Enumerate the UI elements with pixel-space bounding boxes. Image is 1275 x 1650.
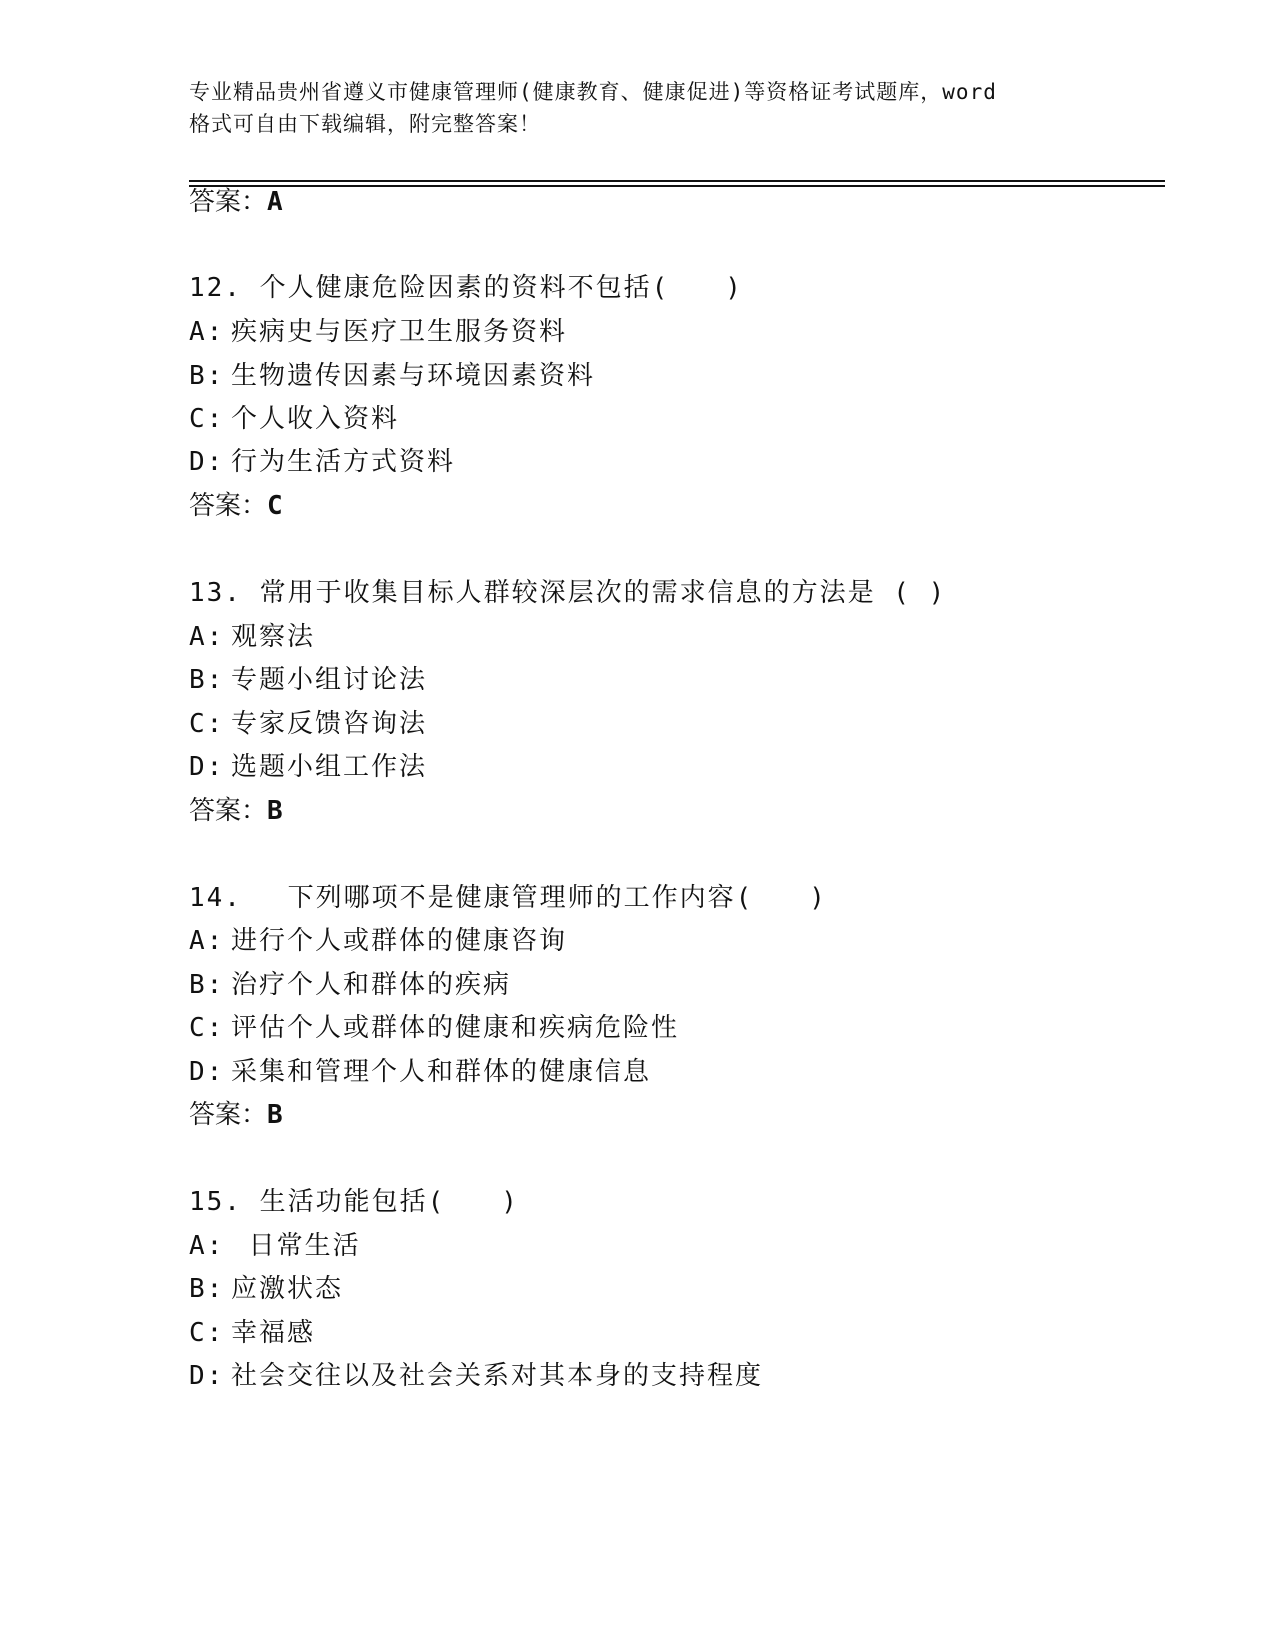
option-text: 应激状态 [231,1274,344,1304]
option-letter: D: [189,1057,225,1087]
option-letter: C: [189,404,225,434]
answer-prev [189,186,283,218]
option-text: 观察法 [231,622,316,652]
option-letter: B: [189,361,225,391]
question-14-answer [189,1099,283,1131]
option-text: 个人收入资料 [231,404,400,434]
answer-value: A [267,187,283,217]
question-12-stem [189,272,743,304]
header-divider-bottom [189,185,1165,187]
option-letter: B: [189,665,225,695]
answer-value: B [267,1100,283,1130]
header-line-1: 专业精品贵州省遵义市健康管理师(健康教育、健康促进)等资格证考试题库，word [189,80,997,104]
option-text: 生物遗传因素与环境因素资料 [231,361,596,391]
option-letter: A: [189,926,225,956]
option-letter: C: [189,1318,225,1348]
option-text: 采集和管理个人和群体的健康信息 [231,1057,652,1087]
option-letter: D: [189,752,225,782]
question-14-option-d [189,1056,651,1088]
question-14-stem [189,882,827,914]
question-number: 13. [189,578,242,608]
answer-label: 答案： [189,796,268,826]
option-letter: C: [189,709,225,739]
answer-value: C [267,491,283,521]
option-text: 治疗个人和群体的疾病 [231,970,512,1000]
option-text: 疾病史与医疗卫生服务资料 [231,317,568,347]
question-14-option-c [189,1012,679,1044]
question-text: 生活功能包括( ) [259,1187,519,1217]
question-12-option-d [189,446,455,478]
question-15-option-c [189,1317,315,1349]
option-letter: D: [189,1361,225,1391]
option-letter: A: [189,317,225,347]
option-letter: A: [189,622,225,652]
option-letter: B: [189,1274,225,1304]
question-13-option-d [189,751,427,783]
question-text: 个人健康危险因素的资料不包括( ) [259,273,743,303]
question-12-answer [189,490,283,522]
question-12-option-a [189,316,567,348]
question-12-option-b [189,360,595,392]
question-13-stem [189,577,946,609]
question-number: 14. [189,883,242,913]
header-divider-top [189,180,1165,182]
option-letter: A: [189,1231,225,1261]
answer-value: B [267,796,283,826]
question-13-option-a [189,621,315,653]
option-text: 评估个人或群体的健康和疾病危险性 [231,1013,680,1043]
question-number: 15. [189,1187,242,1217]
answer-label: 答案： [189,187,268,217]
option-text: 社会交往以及社会关系对其本身的支持程度 [231,1361,764,1391]
question-15-stem [189,1186,519,1218]
question-text: 常用于收集目标人群较深层次的需求信息的方法是 ( ) [259,578,947,608]
option-text: 幸福感 [231,1318,316,1348]
option-text: 日常生活 [231,1231,361,1261]
option-text: 选题小组工作法 [231,752,428,782]
question-13-option-b [189,664,427,696]
option-text: 行为生活方式资料 [231,447,456,477]
question-14-option-b [189,969,511,1001]
option-letter: C: [189,1013,225,1043]
option-text: 进行个人或群体的健康咨询 [231,926,568,956]
option-text: 专题小组讨论法 [231,665,428,695]
header-line-2: 格式可自由下载编辑，附完整答案！ [189,112,541,136]
question-15-option-b [189,1273,343,1305]
question-15-option-a [189,1230,361,1262]
question-text: 下列哪项不是健康管理师的工作内容( ) [259,883,827,913]
question-number: 12. [189,273,242,303]
option-text: 专家反馈咨询法 [231,709,428,739]
answer-label: 答案： [189,491,268,521]
question-13-answer [189,795,283,827]
question-15-option-d [189,1360,763,1392]
question-14-option-a [189,925,567,957]
question-13-option-c [189,708,427,740]
answer-label: 答案： [189,1100,268,1130]
option-letter: D: [189,447,225,477]
option-letter: B: [189,970,225,1000]
question-12-option-c [189,403,399,435]
